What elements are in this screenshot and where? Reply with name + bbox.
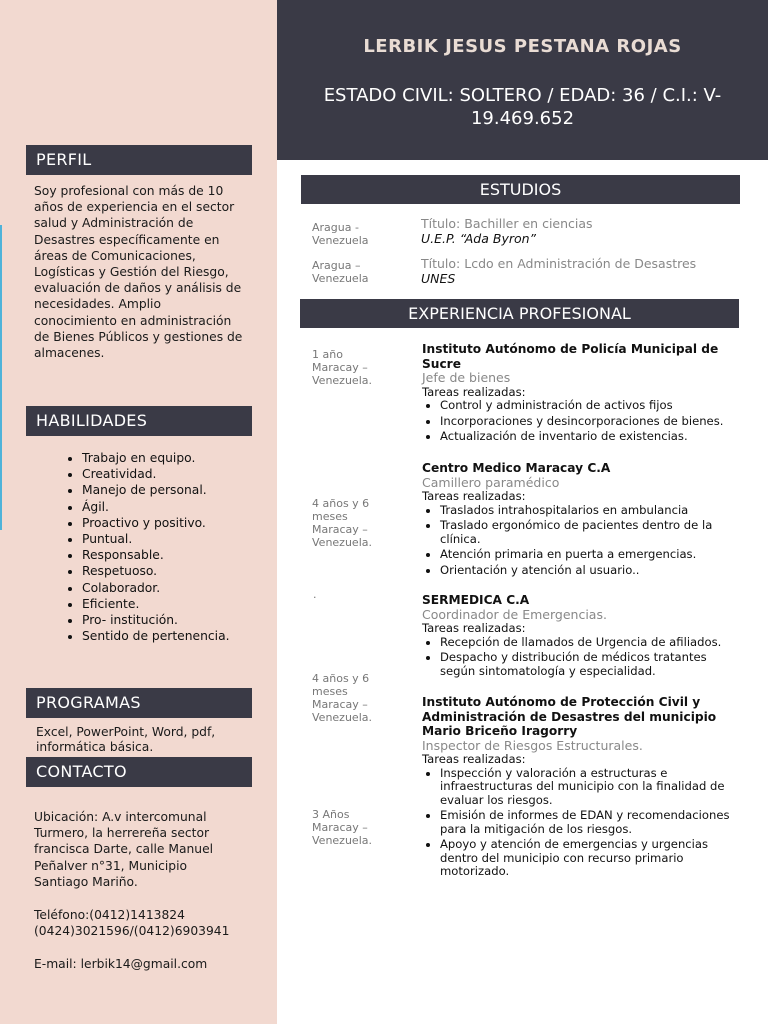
programas-header: PROGRAMAS — [26, 688, 252, 718]
list-item: • Orientación y atención al usuario.. — [440, 564, 738, 578]
company-name: Instituto Autónomo de Protección Civil y Administración de Desastres del municipio Mario Briceño Iragorry — [422, 695, 717, 738]
experience-duration: 3 Años Maracay – Venezuela. — [312, 808, 372, 847]
list-item: • Sentido de pertenencia. — [82, 628, 230, 644]
programas-text: Excel, PowerPoint, Word, pdf, informática básica. — [36, 725, 216, 754]
list-item: • Pro- institución. — [82, 612, 230, 628]
list-item: • Ágil. — [82, 499, 230, 515]
experience-duration: 1 año Maracay – Venezuela. — [312, 348, 372, 387]
list-item: • Inspección y valoración a estructuras e infraestructuras del municipio con la finalidad de evaluar los riesgos. — [440, 767, 738, 808]
tasks-label: Tareas realizadas: — [422, 489, 526, 503]
experience-item — [422, 342, 738, 446]
contacto-telefono: Teléfono:(0412)1413824 (0424)3021596/(0412)6903941 — [34, 908, 230, 939]
experiencia-header: EXPERIENCIA PROFESIONAL — [300, 299, 739, 328]
estudios-header: ESTUDIOS — [301, 175, 740, 204]
perfil-text: Soy profesional con más de 10 años de experiencia en el sector salud y Administración de Desastres específicamente en áreas de Comunicaciones, Logísticas y Gestión del Riesgo, evaluación de daños y análisis de necesidades. Amplio conocimiento en administración de Bienes Públicos y gestiones de almacenes. — [34, 184, 243, 361]
job-role: Inspector de Riesgos Estructurales. — [422, 737, 643, 753]
list-item: • Despacho y distribución de médicos tratantes según sintomatología y especialidad. — [440, 651, 738, 678]
list-item: • Emisión de informes de EDAN y recomendaciones para la mitigación de los riesgos. — [440, 809, 738, 836]
experience-item — [422, 695, 738, 881]
experience-item — [422, 593, 738, 680]
list-item: • Recepción de llamados de Urgencia de afiliados. — [440, 636, 738, 650]
list-item: • Colaborador. — [82, 580, 230, 596]
estudio-school: U.E.P. “Ada Byron” — [421, 231, 537, 246]
list-item: • Apoyo y atención de emergencias y urgencias dentro del municipio con recurso primario motorizado. — [440, 838, 738, 879]
task-list — [422, 399, 738, 444]
full-name: LERBIK JESUS PESTANA ROJAS — [363, 36, 682, 57]
list-item: • Incorporaciones y desincorporaciones de bienes. — [440, 415, 738, 429]
personal-info: ESTADO CIVIL: SOLTERO / EDAD: 36 / C.I.: V-19.469.652 — [323, 85, 722, 129]
list-item: • Manejo de personal. — [82, 482, 230, 498]
list-item: • Puntual. — [82, 531, 230, 547]
list-item: • Traslado ergonómico de pacientes dentro de la clínica. — [440, 519, 738, 546]
separator-dot: . — [313, 588, 317, 601]
tasks-label: Tareas realizadas: — [422, 621, 526, 635]
experience-item — [422, 461, 738, 579]
job-role: Camillero paramédico — [422, 474, 560, 490]
experience-duration: 4 años y 6 meses Maracay – Venezuela. — [312, 672, 372, 724]
list-item: • Responsable. — [82, 547, 230, 563]
list-item: • Creatividad. — [82, 466, 230, 482]
company-name: Centro Medico Maracay C.A — [422, 461, 611, 475]
habilidades-header: HABILIDADES — [26, 406, 252, 436]
company-name: SERMEDICA C.A — [422, 593, 530, 607]
list-item: • Actualización de inventario de existencias. — [440, 430, 738, 444]
accent-line — [0, 225, 2, 530]
company-name: Instituto Autónomo de Policía Municipal de Sucre — [422, 342, 719, 371]
list-item: • Atención primaria en puerta a emergencias. — [440, 548, 738, 562]
task-list — [422, 767, 738, 879]
estudio-location: Aragua - Venezuela — [312, 221, 369, 247]
list-item: • Proactivo y positivo. — [82, 515, 230, 531]
task-list — [422, 636, 738, 679]
list-item: • Traslados intrahospitalarios en ambulancia — [440, 504, 738, 518]
estudio-school: UNES — [421, 271, 456, 286]
contacto-ubicacion: Ubicación: A.v intercomunal Turmero, la herrereña sector francisca Darte, calle Manuel Peñalver n°31, Municipio Santiago Mariño. — [34, 810, 214, 889]
list-item: • Control y administración de activos fijos — [440, 399, 738, 413]
job-role: Coordinador de Emergencias. — [422, 606, 607, 622]
job-role: Jefe de bienes — [422, 370, 511, 385]
perfil-header: PERFIL — [26, 145, 252, 175]
list-item: • Trabajo en equipo. — [82, 450, 230, 466]
task-list — [422, 504, 738, 578]
list-item: • Respetuoso. — [82, 563, 230, 579]
tasks-label: Tareas realizadas: — [422, 384, 526, 399]
contacto-header: CONTACTO — [26, 757, 252, 787]
estudio-location: Aragua – Venezuela — [312, 259, 369, 285]
estudio-title: Título: Lcdo en Administración de Desastres — [421, 256, 697, 271]
estudio-title: Título: Bachiller en ciencias — [421, 216, 593, 231]
tasks-label: Tareas realizadas: — [422, 752, 526, 766]
list-item: • Eficiente. — [82, 596, 230, 612]
experience-duration: 4 años y 6 meses Maracay – Venezuela. — [312, 497, 372, 549]
contacto-email: E-mail: lerbik14@gmail.com — [34, 957, 208, 971]
habilidades-list — [58, 450, 230, 644]
cv-header — [277, 0, 768, 160]
